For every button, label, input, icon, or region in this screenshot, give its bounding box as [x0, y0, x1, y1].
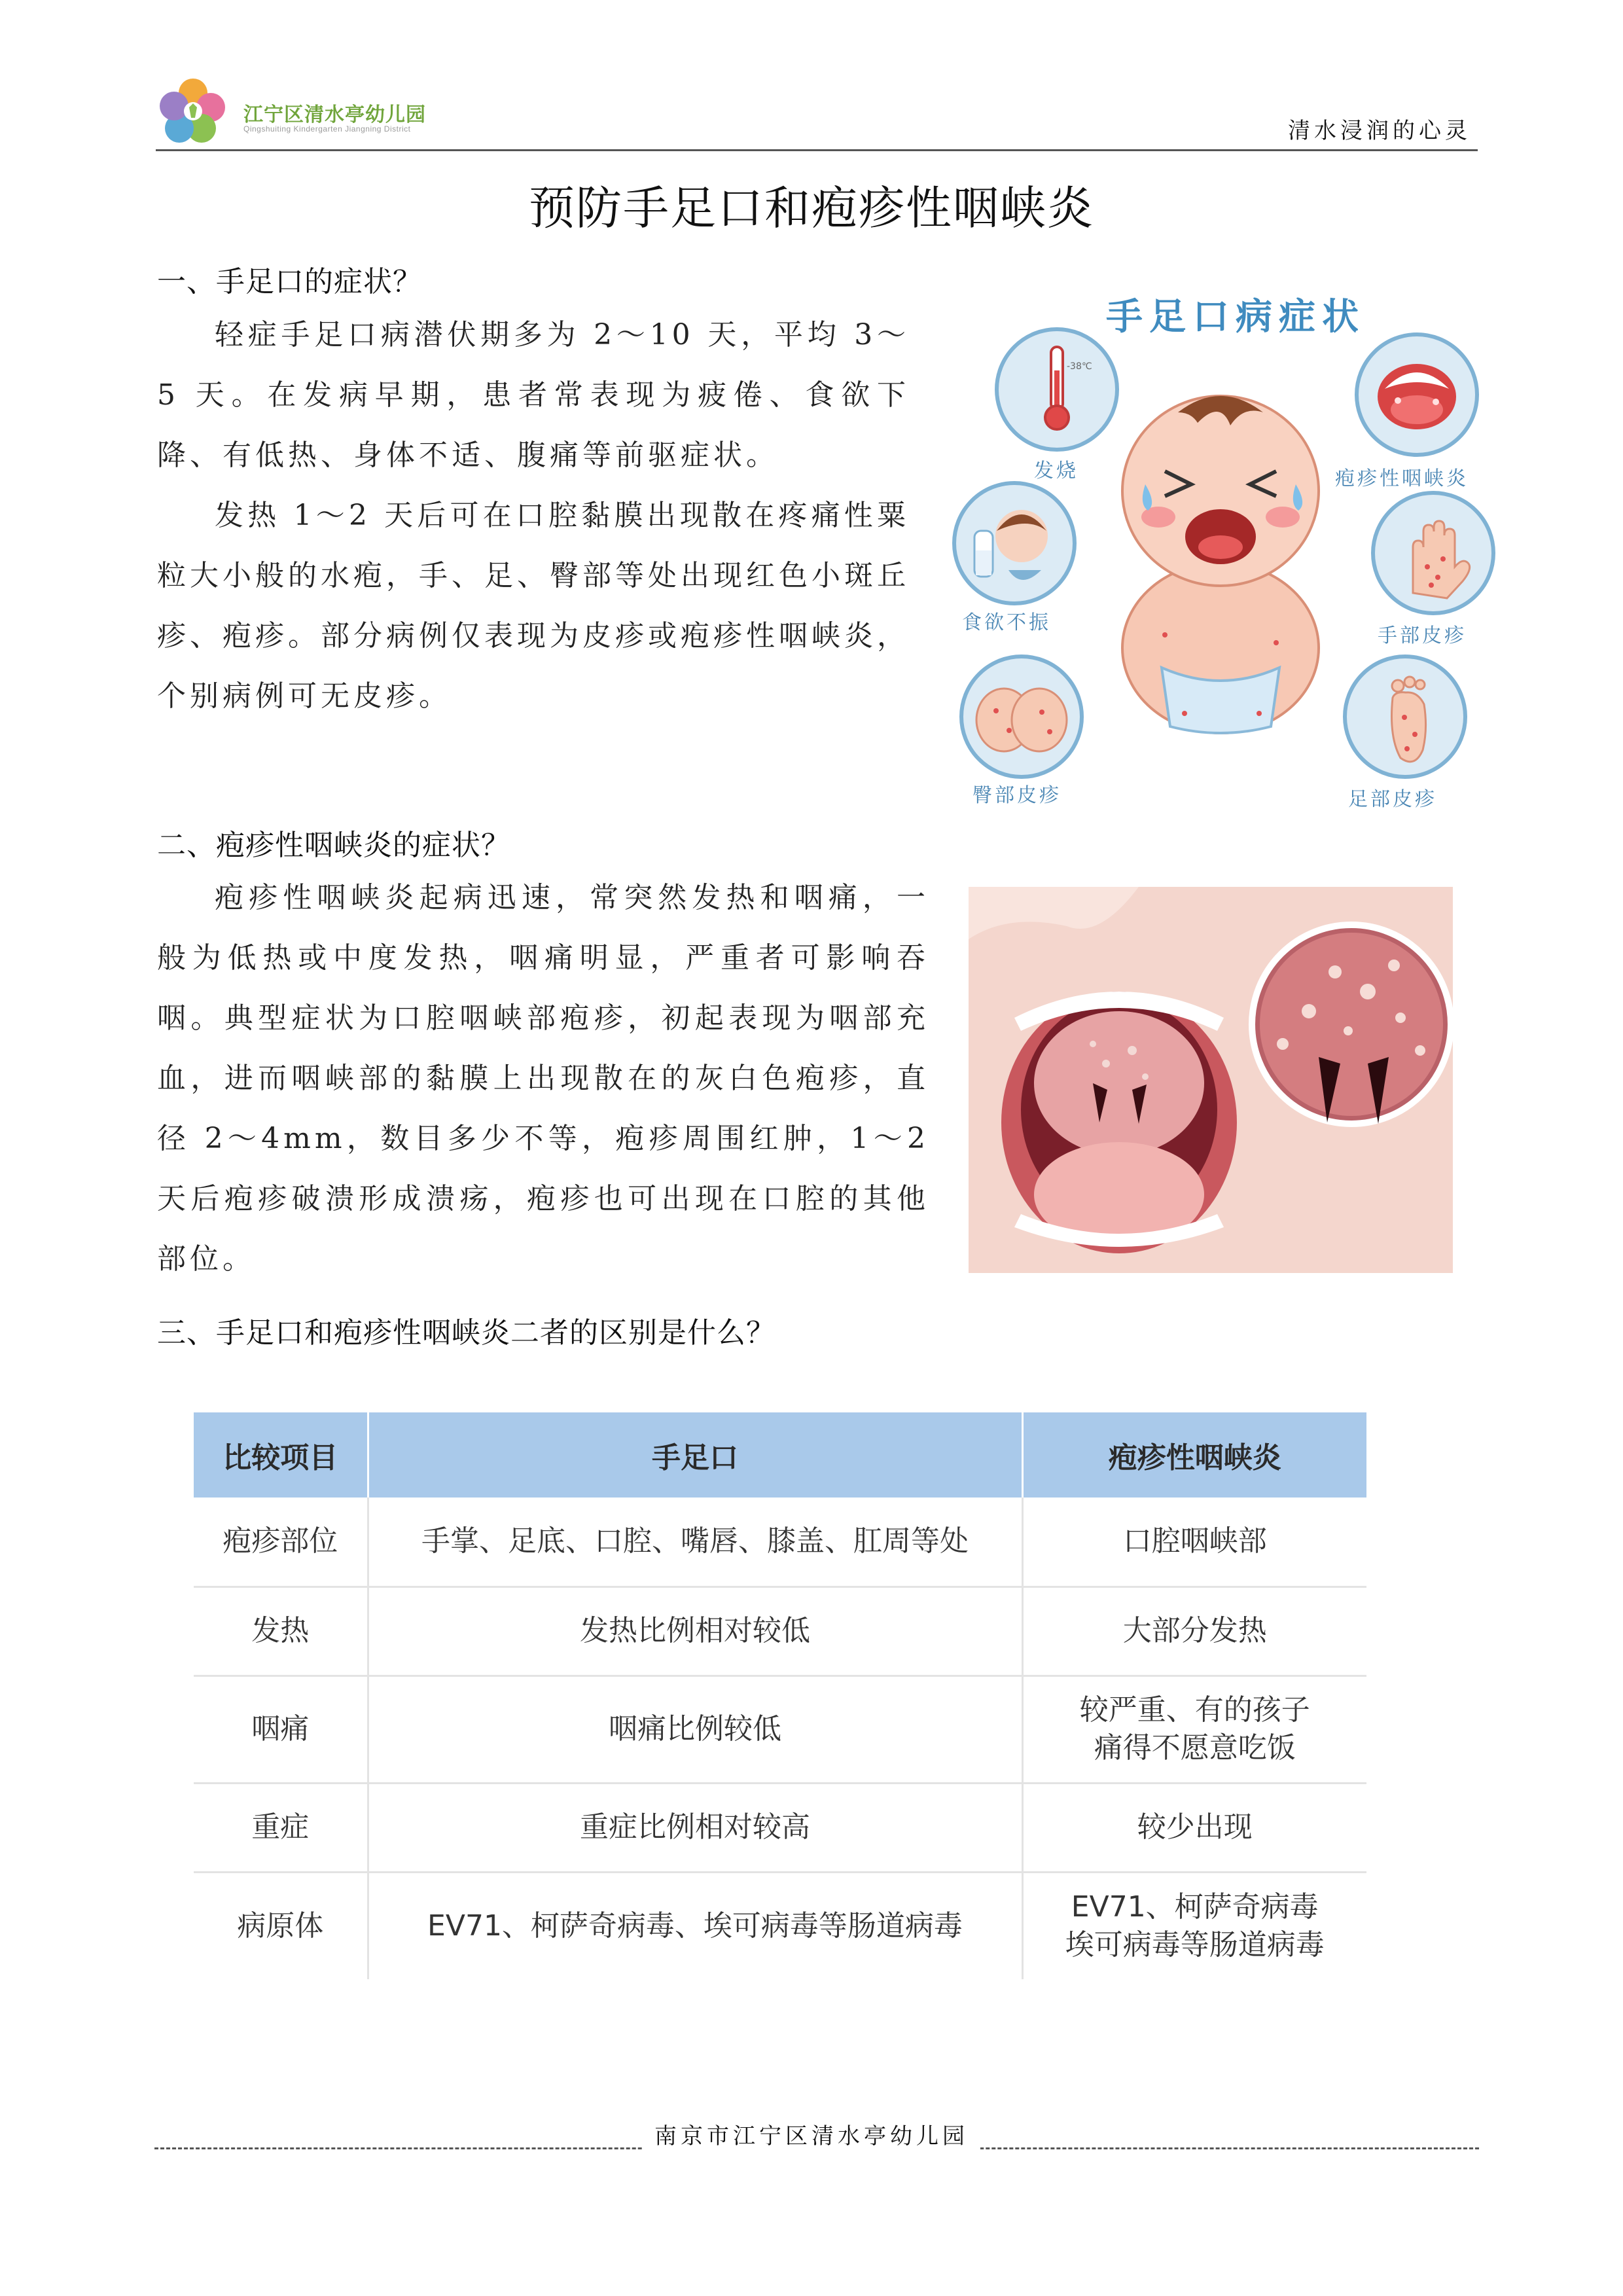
table-header-row [194, 1412, 1366, 1498]
table-cell: 疱疹部位 [194, 1498, 368, 1587]
table-row [194, 1498, 1366, 1587]
table-row [194, 1872, 1366, 1979]
table-cell: 发热 [194, 1587, 368, 1676]
label-buttock-rash: 臀部皮疹 [972, 784, 1061, 807]
label-poor-appetite: 食欲不振 [962, 611, 1051, 634]
label-herpangina: 疱疹性咽峡炎 [1335, 467, 1469, 490]
header-divider [156, 149, 1478, 151]
section1-heading: 一、手足口的症状？ [157, 265, 422, 298]
table-cell: 咽痛比例较低 [368, 1676, 1022, 1783]
header-slogan: 清水浸润的心灵 [1288, 118, 1471, 144]
label-hand-rash: 手部皮疹 [1378, 624, 1467, 647]
label-foot-rash: 足部皮疹 [1348, 788, 1437, 811]
section1-paragraph: 发热 1～2 天后可在口腔黏膜出现散在疼痛性粟粒大小般的水疱，手、足、臀部等处出现红色小斑丘疹、疱疹。部分病例仅表现为皮疹或疱疹性咽峡炎，个别病例可无皮疹。 [157, 499, 910, 713]
comparison-table [194, 1412, 1366, 1979]
section1-paragraph: 轻症手足口病潜伏期多为 2～10 天，平均 3～5 天。在发病早期，患者常表现为疲倦、食欲下降、有低热、身体不适、腹痛等前驱症状。 [157, 318, 910, 472]
buttock-rash-icon [959, 655, 1084, 779]
table-cell: 咽痛 [194, 1676, 368, 1783]
table-cell: 手掌、足底、口腔、嘴唇、膝盖、肛周等处 [368, 1498, 1022, 1587]
footer [0, 2118, 1623, 2150]
crying-baby-figure [1099, 386, 1342, 740]
table-cell: 口腔咽峡部 [1022, 1498, 1366, 1587]
table-cell: EV71、柯萨奇病毒 埃可病毒等肠道病毒 [1065, 1890, 1325, 1962]
table-cell: 较少出现 [1022, 1783, 1366, 1872]
section3-heading: 三、手足口和疱疹性咽峡炎二者的区别是什么？ [157, 1316, 776, 1350]
table-cell: 重症 [194, 1783, 368, 1872]
herpangina-mouth-photo [969, 887, 1453, 1273]
section2-heading: 二、疱疹性咽峡炎的症状？ [157, 829, 510, 862]
header-herpangina: 疱疹性咽峡炎 [1022, 1412, 1366, 1498]
table-row [194, 1783, 1366, 1872]
table-cell: 重症比例相对较高 [368, 1783, 1022, 1872]
section1-body [157, 305, 910, 726]
illustration-title: 手足口病症状 [1106, 296, 1365, 338]
throat-icon [1355, 332, 1479, 457]
thermometer-mark: -38℃ [1067, 361, 1092, 372]
hand-rash-icon [1371, 491, 1495, 615]
header-item: 比较项目 [194, 1412, 368, 1498]
section2-body [157, 868, 929, 1289]
foot-rash-icon [1343, 655, 1467, 779]
section2-paragraph: 疱疹性咽峡炎起病迅速，常突然发热和咽痛，一般为低热或中度发热，咽痛明显，严重者可影响吞咽。典型症状为口腔咽峡部疱疹，初起表现为咽部充血，进而咽峡部的黏膜上出现散在的灰白色疱疹，直径 2～4mm，数目多少不等，疱疹周围红肿，1～2 天后疱疹破溃形成溃疡，疱疹也可出现在口腔的其他部位。 [157, 881, 929, 1276]
school-name: 江宁区清水亭幼儿园 [243, 103, 426, 126]
table-cell: 大部分发热 [1022, 1587, 1366, 1676]
poor-appetite-icon [952, 481, 1077, 605]
table-row [194, 1587, 1366, 1676]
label-fever: 发烧 [1034, 459, 1079, 482]
header-hfmd: 手足口 [368, 1412, 1022, 1498]
table-row [194, 1676, 1366, 1783]
table-cell: 较严重、有的孩子 痛得不愿意吃饭 [1022, 1676, 1366, 1783]
page-title: 预防手足口和疱疹性咽峡炎 [529, 181, 1094, 235]
table-cell: 发热比例相对较低 [368, 1587, 1022, 1676]
table-cell: EV71、柯萨奇病毒、埃可病毒等肠道病毒 [368, 1872, 1022, 1979]
school-logo [157, 73, 229, 145]
table-cell: 病原体 [194, 1872, 368, 1979]
school-name-en: Qingshuiting Kindergarten Jiangning District [243, 124, 411, 134]
footer-text: 南京市江宁区清水亭幼儿园 [643, 2123, 980, 2149]
